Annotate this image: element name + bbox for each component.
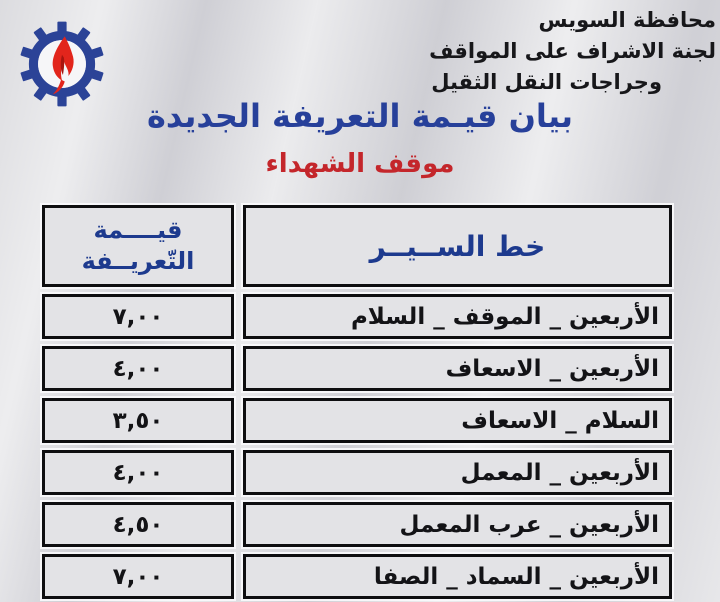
- fare-cell: ٧,٠٠: [42, 294, 234, 339]
- fare-header-line2: التّعريــفة: [81, 247, 195, 275]
- fare-header-line1: قيــــمة: [93, 215, 183, 244]
- fare-cell: ٧,٠٠: [42, 554, 234, 599]
- fare-cell: ٤,٠٠: [42, 450, 234, 495]
- org-line-committee: لجنة الاشراف على المواقف: [429, 39, 716, 63]
- org-header: [429, 5, 716, 98]
- fare-table: [42, 205, 672, 599]
- route-cell: السلام _ الاسعاف: [243, 398, 672, 443]
- table-row: [42, 346, 672, 391]
- route-cell: الأربعين _ السماد _ الصفا: [243, 554, 672, 599]
- org-line-governorate: محافظة السويس: [538, 8, 716, 32]
- route-column-header: خط الســيــر: [243, 205, 672, 287]
- route-cell: الأربعين _ الموقف _ السلام: [243, 294, 672, 339]
- route-cell: الأربعين _ عرب المعمل: [243, 502, 672, 547]
- fare-column-header: [42, 205, 234, 287]
- table-row: [42, 398, 672, 443]
- table-row: [42, 294, 672, 339]
- station-subtitle: موقف الشهداء: [265, 149, 455, 179]
- fare-cell: ٤,٥٠: [42, 502, 234, 547]
- org-line-garages: وجراجات النقل الثقيل: [431, 70, 662, 94]
- page-title: بيان قيـمة التعريفة الجديدة: [146, 97, 574, 135]
- route-cell: الأربعين _ الاسعاف: [243, 346, 672, 391]
- fare-cell: ٣,٥٠: [42, 398, 234, 443]
- route-cell: الأربعين _ المعمل: [243, 450, 672, 495]
- table-header-row: [42, 205, 672, 287]
- table-row: [42, 502, 672, 547]
- fare-cell: ٤,٠٠: [42, 346, 234, 391]
- table-row: [42, 450, 672, 495]
- table-row: [42, 554, 672, 599]
